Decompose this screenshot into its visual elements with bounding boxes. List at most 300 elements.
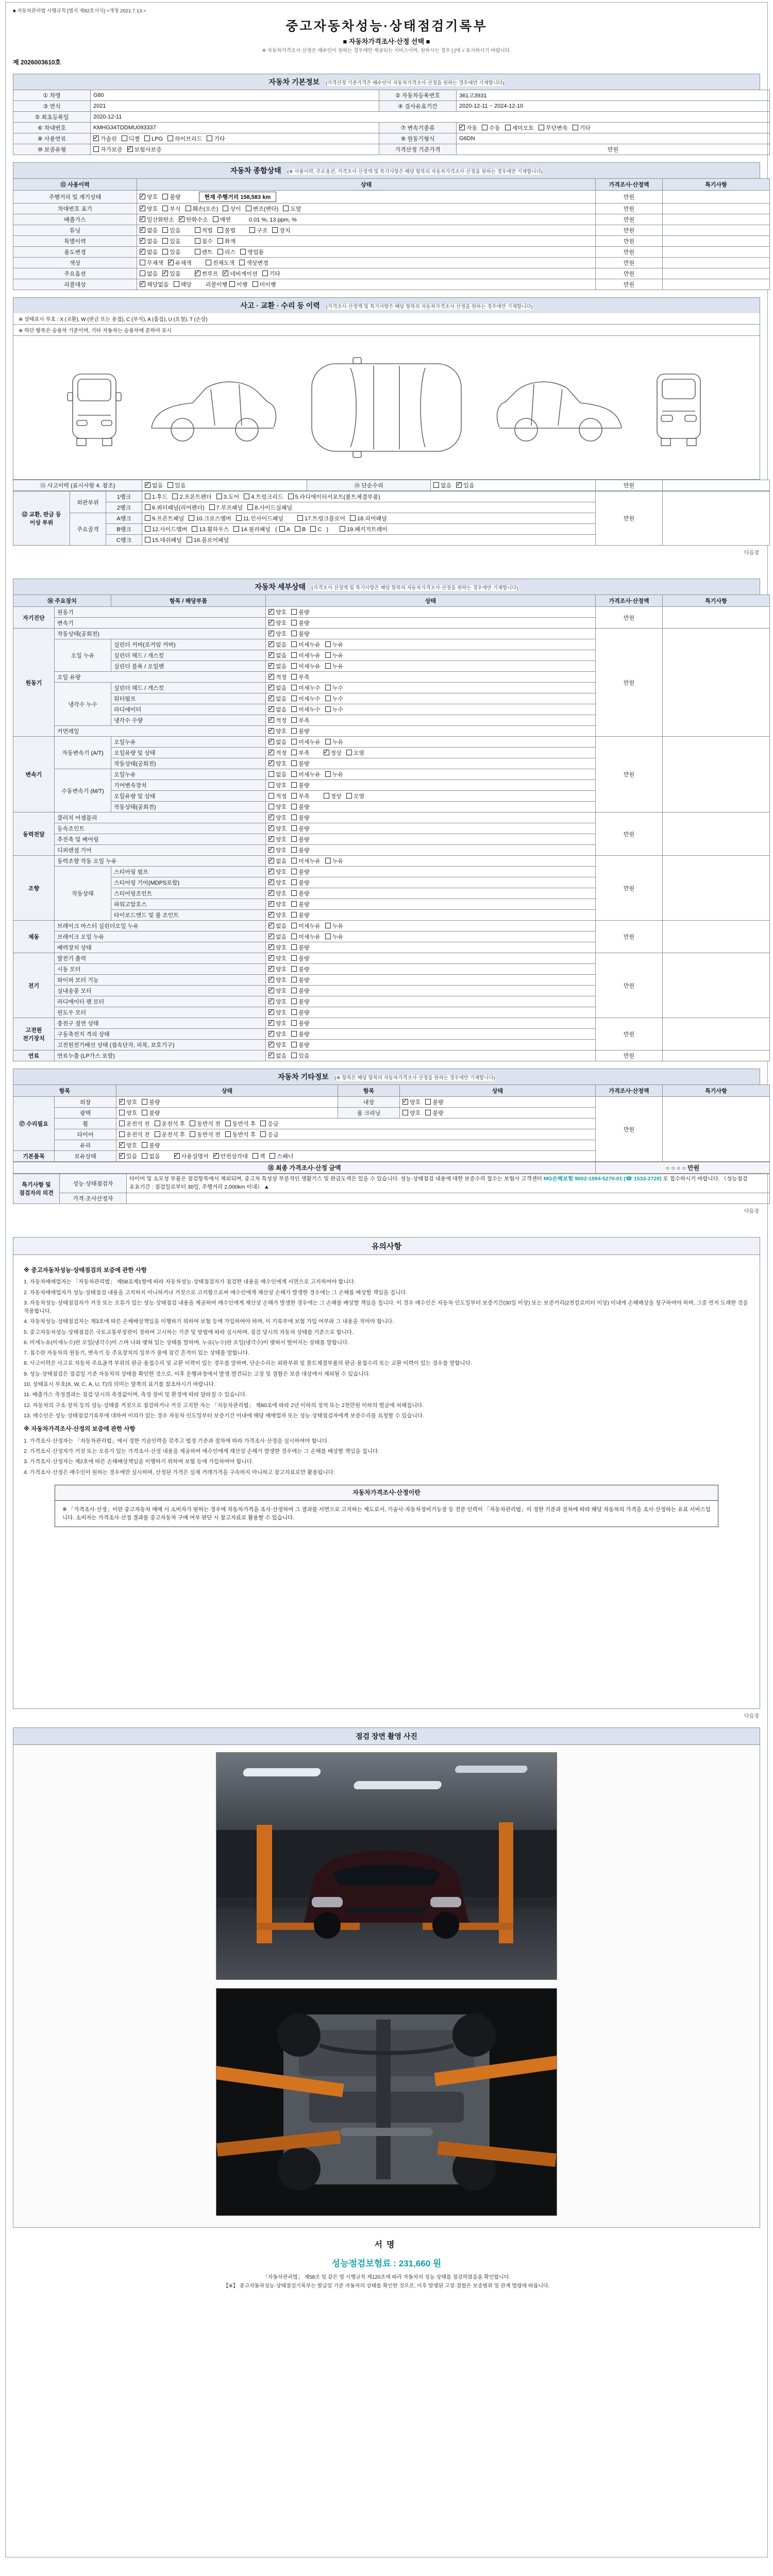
checkbox[interactable] — [187, 537, 192, 543]
checkbox[interactable] — [209, 504, 215, 510]
checkbox-option[interactable] — [216, 493, 239, 501]
checkbox-option[interactable] — [140, 237, 158, 245]
checkbox-option[interactable] — [268, 911, 287, 919]
checkbox[interactable] — [291, 988, 297, 993]
checkbox-option[interactable] — [249, 226, 267, 234]
checkbox-option[interactable] — [246, 205, 279, 213]
checkbox[interactable] — [291, 869, 297, 874]
checkbox-option[interactable] — [253, 1152, 265, 1160]
checkbox-option[interactable] — [119, 1152, 137, 1160]
checkbox-option[interactable] — [140, 193, 158, 201]
checkbox[interactable] — [142, 1099, 147, 1105]
checkbox[interactable] — [195, 270, 200, 276]
checkbox[interactable] — [233, 526, 239, 532]
checkbox[interactable] — [268, 631, 274, 636]
checkbox[interactable] — [291, 1053, 297, 1058]
checkbox-option[interactable] — [179, 215, 208, 224]
checkbox[interactable] — [195, 238, 200, 244]
checkbox-option[interactable] — [140, 215, 174, 224]
checkbox[interactable] — [268, 934, 274, 939]
checkbox-option[interactable] — [93, 134, 117, 143]
checkbox-option[interactable] — [145, 536, 182, 544]
checkbox[interactable] — [291, 879, 297, 885]
checkbox-option[interactable] — [268, 640, 287, 649]
checkbox[interactable] — [268, 609, 274, 615]
checkbox[interactable] — [291, 836, 297, 842]
checkbox[interactable] — [162, 206, 168, 211]
checkbox-option[interactable] — [325, 651, 343, 659]
checkbox[interactable] — [140, 227, 145, 233]
checkbox-option[interactable] — [291, 770, 321, 778]
checkbox-option[interactable] — [247, 503, 292, 512]
checkbox[interactable] — [268, 1053, 274, 1058]
checkbox[interactable] — [268, 869, 274, 874]
checkbox-option[interactable] — [268, 792, 287, 800]
checkbox[interactable] — [291, 760, 297, 766]
checkbox-option[interactable] — [268, 630, 287, 638]
checkbox[interactable] — [268, 674, 274, 680]
checkbox-option[interactable] — [291, 716, 309, 724]
checkbox[interactable] — [140, 249, 145, 255]
checkbox-option[interactable] — [145, 525, 187, 533]
checkbox-option[interactable] — [270, 1152, 293, 1160]
checkbox-option[interactable] — [162, 269, 180, 278]
checkbox[interactable] — [206, 260, 211, 265]
checkbox[interactable] — [291, 1042, 297, 1047]
checkbox-option[interactable] — [167, 134, 202, 143]
checkbox[interactable] — [291, 890, 297, 896]
checkbox-option[interactable] — [291, 987, 309, 995]
checkbox[interactable] — [189, 515, 194, 521]
checkbox-option[interactable] — [268, 1030, 287, 1038]
checkbox[interactable] — [324, 793, 329, 799]
checkbox-option[interactable] — [223, 269, 257, 278]
checkbox[interactable] — [291, 1020, 297, 1026]
checkbox-option[interactable] — [291, 943, 309, 952]
checkbox[interactable] — [291, 912, 297, 918]
checkbox-option[interactable] — [279, 526, 290, 533]
checkbox[interactable] — [279, 526, 285, 532]
checkbox-option[interactable] — [253, 280, 276, 289]
checkbox-option[interactable] — [144, 135, 163, 142]
checkbox-option[interactable] — [268, 943, 287, 952]
checkbox-option[interactable] — [240, 248, 264, 256]
checkbox-option[interactable] — [192, 525, 229, 533]
checkbox[interactable] — [291, 804, 297, 809]
checkbox[interactable] — [217, 249, 223, 255]
checkbox-option[interactable] — [268, 987, 287, 995]
checkbox-option[interactable] — [291, 651, 321, 659]
checkbox[interactable] — [268, 1009, 274, 1015]
checkbox[interactable] — [217, 227, 223, 233]
checkbox-option[interactable] — [291, 705, 321, 714]
checkbox-option[interactable] — [325, 857, 343, 865]
checkbox[interactable] — [223, 206, 228, 211]
checkbox-option[interactable] — [268, 878, 287, 887]
checkbox-option[interactable] — [225, 1120, 256, 1128]
checkbox[interactable] — [249, 227, 255, 233]
checkbox[interactable] — [268, 804, 274, 809]
checkbox-option[interactable] — [172, 493, 211, 501]
checkbox[interactable] — [291, 955, 297, 961]
checkbox[interactable] — [190, 1131, 195, 1137]
checkbox[interactable] — [291, 717, 297, 723]
checkbox-option[interactable] — [155, 1120, 186, 1128]
checkbox[interactable] — [142, 1110, 147, 1115]
checkbox-option[interactable] — [162, 193, 180, 201]
checkbox-option[interactable] — [268, 651, 287, 659]
checkbox-option[interactable] — [268, 684, 287, 692]
checkbox[interactable] — [145, 482, 150, 488]
checkbox-option[interactable] — [213, 215, 231, 224]
checkbox[interactable] — [93, 146, 99, 152]
checkbox[interactable] — [291, 652, 297, 658]
checkbox[interactable] — [291, 815, 297, 820]
checkbox[interactable] — [310, 526, 316, 532]
checkbox[interactable] — [325, 771, 331, 777]
checkbox[interactable] — [268, 750, 274, 755]
checkbox[interactable] — [142, 1153, 147, 1159]
checkbox-option[interactable] — [195, 237, 213, 245]
checkbox-option[interactable] — [482, 124, 500, 132]
checkbox-option[interactable] — [291, 933, 321, 941]
checkbox-option[interactable] — [268, 1019, 287, 1027]
checkbox[interactable] — [145, 504, 150, 510]
checkbox[interactable] — [168, 260, 174, 265]
checkbox-option[interactable] — [295, 526, 306, 533]
checkbox-option[interactable] — [459, 124, 477, 132]
checkbox-option[interactable] — [346, 792, 364, 800]
checkbox-option[interactable] — [291, 619, 309, 627]
checkbox[interactable] — [324, 750, 329, 755]
checkbox-option[interactable] — [402, 1109, 421, 1117]
checkbox[interactable] — [140, 206, 145, 211]
checkbox-option[interactable] — [325, 770, 343, 778]
checkbox[interactable] — [425, 1099, 431, 1105]
checkbox[interactable] — [291, 728, 297, 734]
checkbox[interactable] — [325, 685, 331, 690]
checkbox[interactable] — [268, 988, 274, 993]
checkbox-option[interactable] — [142, 1109, 160, 1117]
checkbox-option[interactable] — [155, 1130, 186, 1139]
checkbox[interactable] — [268, 620, 274, 625]
checkbox[interactable] — [268, 944, 274, 950]
checkbox[interactable] — [140, 238, 145, 244]
checkbox-option[interactable] — [350, 514, 387, 522]
checkbox[interactable] — [268, 858, 274, 863]
checkbox-option[interactable] — [291, 835, 309, 843]
checkbox[interactable] — [195, 227, 200, 233]
checkbox-option[interactable] — [291, 868, 309, 876]
checkbox-option[interactable] — [174, 280, 192, 289]
checkbox-option[interactable] — [140, 259, 163, 267]
checkbox-option[interactable] — [93, 145, 123, 154]
checkbox[interactable] — [402, 1099, 408, 1105]
checkbox-option[interactable] — [268, 846, 287, 854]
checkbox[interactable] — [268, 739, 274, 744]
checkbox[interactable] — [119, 1121, 125, 1126]
checkbox-option[interactable] — [291, 997, 309, 1006]
checkbox-option[interactable] — [268, 759, 287, 768]
checkbox[interactable] — [325, 739, 331, 744]
checkbox[interactable] — [291, 771, 297, 777]
checkbox[interactable] — [172, 494, 178, 499]
checkbox-option[interactable] — [291, 889, 309, 897]
checkbox-option[interactable] — [291, 1019, 309, 1027]
checkbox-option[interactable] — [119, 1141, 137, 1149]
checkbox-option[interactable] — [268, 662, 287, 670]
checkbox-option[interactable] — [195, 248, 213, 256]
checkbox[interactable] — [291, 685, 297, 690]
checkbox[interactable] — [145, 515, 150, 521]
checkbox[interactable] — [268, 966, 274, 972]
checkbox-option[interactable] — [291, 662, 321, 670]
checkbox-option[interactable] — [573, 124, 591, 132]
checkbox-option[interactable] — [268, 889, 287, 897]
checkbox[interactable] — [268, 793, 274, 799]
checkbox-option[interactable] — [268, 835, 287, 843]
checkbox[interactable] — [291, 901, 297, 907]
checkbox[interactable] — [223, 270, 228, 276]
checkbox[interactable] — [268, 998, 274, 1004]
checkbox[interactable] — [350, 515, 356, 521]
checkbox[interactable] — [268, 760, 274, 766]
checkbox-option[interactable] — [229, 280, 247, 289]
checkbox-option[interactable] — [140, 248, 158, 256]
checkbox-option[interactable] — [268, 803, 287, 811]
checkbox-option[interactable] — [262, 269, 280, 278]
checkbox-option[interactable] — [168, 259, 192, 267]
checkbox-option[interactable] — [291, 878, 309, 887]
checkbox-option[interactable] — [119, 1120, 150, 1128]
checkbox-option[interactable] — [291, 1052, 309, 1060]
checkbox[interactable] — [119, 1153, 125, 1159]
checkbox-option[interactable] — [291, 781, 309, 789]
checkbox[interactable] — [291, 696, 297, 701]
checkbox-option[interactable] — [268, 824, 287, 833]
checkbox-option[interactable] — [217, 226, 236, 234]
checkbox[interactable] — [291, 966, 297, 972]
checkbox-option[interactable] — [325, 738, 343, 746]
checkbox[interactable] — [140, 194, 145, 199]
checkbox[interactable] — [140, 216, 145, 222]
checkbox-option[interactable] — [291, 976, 309, 984]
checkbox[interactable] — [162, 270, 168, 276]
checkbox-option[interactable] — [291, 640, 321, 649]
checkbox-option[interactable] — [456, 481, 474, 489]
checkbox[interactable] — [291, 998, 297, 1004]
checkbox[interactable] — [246, 206, 251, 211]
checkbox-option[interactable] — [291, 608, 309, 616]
checkbox[interactable] — [425, 1110, 431, 1115]
checkbox[interactable] — [155, 1131, 160, 1137]
checkbox-option[interactable] — [310, 526, 322, 533]
checkbox[interactable] — [291, 609, 297, 615]
checkbox-option[interactable] — [162, 248, 180, 256]
checkbox[interactable] — [291, 1009, 297, 1015]
checkbox[interactable] — [93, 135, 99, 141]
checkbox-option[interactable] — [268, 770, 287, 778]
checkbox[interactable] — [291, 782, 297, 788]
checkbox-option[interactable] — [167, 481, 186, 489]
checkbox[interactable] — [186, 206, 191, 211]
checkbox-option[interactable] — [505, 124, 534, 132]
checkbox-option[interactable] — [209, 503, 243, 512]
checkbox-option[interactable] — [291, 759, 309, 768]
checkbox[interactable] — [268, 977, 274, 982]
checkbox-option[interactable] — [225, 1130, 256, 1139]
checkbox[interactable] — [140, 270, 145, 276]
checkbox[interactable] — [291, 663, 297, 669]
checkbox-option[interactable] — [291, 965, 309, 973]
checkbox-option[interactable] — [268, 900, 287, 908]
checkbox-option[interactable] — [272, 226, 290, 234]
checkbox[interactable] — [291, 739, 297, 744]
checkbox[interactable] — [145, 494, 150, 499]
checkbox[interactable] — [260, 1121, 266, 1126]
checkbox[interactable] — [268, 836, 274, 842]
checkbox-option[interactable] — [189, 514, 231, 522]
checkbox-option[interactable] — [291, 824, 309, 833]
checkbox[interactable] — [162, 227, 168, 233]
checkbox[interactable] — [268, 1042, 274, 1047]
checkbox[interactable] — [325, 663, 331, 669]
checkbox-option[interactable] — [268, 814, 287, 822]
checkbox-option[interactable] — [195, 226, 213, 234]
checkbox[interactable] — [346, 793, 352, 799]
checkbox[interactable] — [295, 526, 300, 532]
checkbox[interactable] — [268, 728, 274, 734]
checkbox-option[interactable] — [433, 481, 451, 489]
checkbox[interactable] — [207, 135, 212, 141]
checkbox[interactable] — [240, 249, 246, 255]
checkbox-option[interactable] — [268, 727, 287, 735]
checkbox[interactable] — [268, 696, 274, 701]
checkbox-option[interactable] — [268, 1041, 287, 1049]
checkbox[interactable] — [162, 238, 168, 244]
checkbox-option[interactable] — [291, 792, 309, 800]
checkbox-option[interactable] — [119, 1109, 137, 1117]
checkbox[interactable] — [539, 125, 544, 130]
checkbox-option[interactable] — [291, 1041, 309, 1049]
checkbox-option[interactable] — [268, 922, 287, 930]
checkbox[interactable] — [262, 270, 268, 276]
checkbox-option[interactable] — [217, 248, 236, 256]
checkbox-option[interactable] — [268, 997, 287, 1006]
checkbox[interactable] — [291, 1031, 297, 1037]
checkbox[interactable] — [402, 1110, 408, 1115]
checkbox[interactable] — [162, 249, 168, 255]
checkbox-option[interactable] — [291, 727, 309, 735]
checkbox-option[interactable] — [122, 134, 140, 143]
checkbox[interactable] — [291, 641, 297, 647]
checkbox-option[interactable] — [213, 1152, 248, 1160]
checkbox[interactable] — [119, 1131, 125, 1137]
checkbox[interactable] — [145, 537, 150, 543]
checkbox-option[interactable] — [187, 536, 229, 544]
checkbox-option[interactable] — [140, 269, 158, 278]
checkbox[interactable] — [140, 281, 145, 287]
checkbox-option[interactable] — [142, 1141, 160, 1149]
checkbox-option[interactable] — [174, 1152, 209, 1160]
checkbox[interactable] — [291, 706, 297, 712]
checkbox[interactable] — [268, 825, 274, 831]
checkbox[interactable] — [268, 923, 274, 928]
checkbox-option[interactable] — [162, 237, 180, 245]
checkbox-option[interactable] — [190, 1130, 221, 1139]
checkbox[interactable] — [119, 1142, 125, 1148]
checkbox-option[interactable] — [324, 749, 342, 757]
checkbox-option[interactable] — [145, 514, 184, 522]
checkbox[interactable] — [119, 1110, 125, 1115]
checkbox-option[interactable] — [268, 954, 287, 962]
checkbox[interactable] — [268, 1031, 274, 1037]
checkbox-option[interactable] — [325, 662, 343, 670]
checkbox[interactable] — [174, 1153, 180, 1159]
checkbox[interactable] — [268, 685, 274, 690]
checkbox[interactable] — [505, 125, 511, 130]
checkbox[interactable] — [268, 1020, 274, 1026]
checkbox-option[interactable] — [142, 1152, 160, 1160]
checkbox-option[interactable] — [140, 226, 158, 234]
checkbox[interactable] — [253, 281, 258, 287]
checkbox[interactable] — [291, 923, 297, 928]
checkbox[interactable] — [167, 482, 173, 488]
checkbox-option[interactable] — [291, 954, 309, 962]
checkbox-option[interactable] — [325, 922, 343, 930]
checkbox[interactable] — [247, 504, 253, 510]
checkbox[interactable] — [340, 526, 345, 532]
checkbox[interactable] — [270, 1153, 275, 1159]
checkbox-option[interactable] — [291, 749, 309, 757]
checkbox[interactable] — [239, 260, 245, 265]
checkbox[interactable] — [213, 1153, 219, 1159]
checkbox[interactable] — [573, 125, 578, 130]
checkbox[interactable] — [122, 135, 127, 141]
checkbox-option[interactable] — [291, 857, 321, 865]
checkbox[interactable] — [253, 1153, 258, 1159]
checkbox[interactable] — [268, 717, 274, 723]
checkbox-option[interactable] — [291, 803, 309, 811]
checkbox[interactable] — [268, 663, 274, 669]
checkbox-option[interactable] — [142, 1098, 160, 1106]
checkbox[interactable] — [291, 858, 297, 863]
checkbox-option[interactable] — [186, 205, 219, 213]
checkbox[interactable] — [145, 526, 150, 532]
checkbox-option[interactable] — [207, 134, 225, 143]
checkbox[interactable] — [268, 652, 274, 658]
checkbox-option[interactable] — [268, 608, 287, 616]
checkbox[interactable] — [291, 977, 297, 982]
checkbox-option[interactable] — [268, 965, 287, 973]
checkbox-option[interactable] — [291, 1008, 309, 1016]
checkbox-option[interactable] — [297, 514, 345, 522]
checkbox-option[interactable] — [119, 1130, 150, 1139]
checkbox-option[interactable] — [283, 205, 301, 213]
checkbox[interactable] — [291, 620, 297, 625]
checkbox-option[interactable] — [291, 1030, 309, 1038]
checkbox[interactable] — [260, 1131, 266, 1137]
checkbox[interactable] — [217, 238, 223, 244]
checkbox-option[interactable] — [127, 145, 162, 154]
checkbox[interactable] — [144, 135, 150, 141]
checkbox[interactable] — [216, 494, 222, 499]
checkbox-option[interactable] — [217, 237, 236, 245]
checkbox-option[interactable] — [268, 716, 287, 724]
checkbox-option[interactable] — [268, 1052, 287, 1060]
checkbox-option[interactable] — [539, 124, 568, 132]
checkbox[interactable] — [268, 879, 274, 885]
